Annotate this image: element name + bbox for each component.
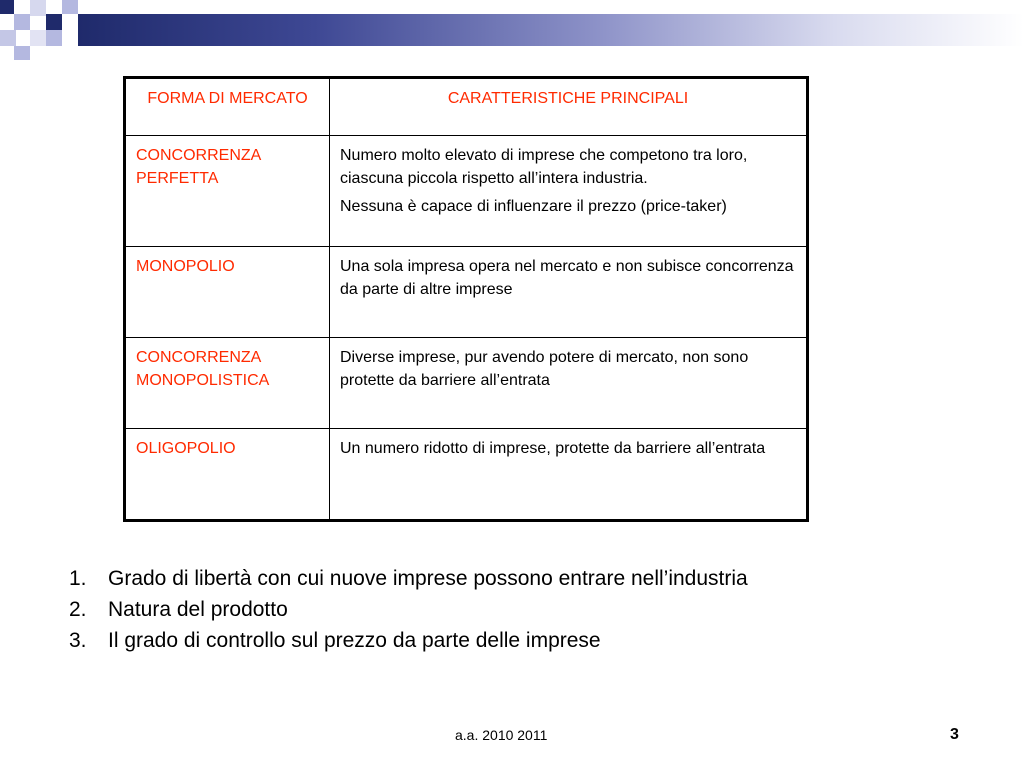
list-text: Natura del prodotto xyxy=(108,598,288,621)
list-text: Grado di libertà con cui nuove imprese possono entrare nell’industria xyxy=(108,567,748,590)
list-number: 3. xyxy=(69,629,87,652)
market-form-cell: OLIGOPOLIO xyxy=(125,429,330,521)
header-decoration xyxy=(0,0,1024,60)
deco-square xyxy=(62,0,78,14)
header-main-features: CARATTERISTICHE PRINCIPALI xyxy=(330,78,808,136)
features-cell xyxy=(330,429,808,521)
list-text: Il grado di controllo sul prezzo da parte delle imprese xyxy=(108,629,601,652)
deco-gradient-band xyxy=(78,14,1024,46)
deco-square xyxy=(30,0,46,16)
feature-text: Diverse imprese, pur avendo potere di mercato, non sono protette da barriere all’entrata xyxy=(340,349,749,389)
table-row xyxy=(125,247,808,338)
market-form-cell: CONCORRENZA PERFETTA xyxy=(125,136,330,247)
list-item xyxy=(65,625,748,656)
market-forms-table xyxy=(123,76,809,522)
feature-text: Nessuna è capace di influenzare il prezzo (price-taker) xyxy=(340,198,727,215)
features-cell xyxy=(330,136,808,247)
feature-text: Una sola impresa opera nel mercato e non subisce concorrenza da parte di altre imprese xyxy=(340,258,794,298)
deco-square xyxy=(46,14,62,30)
table-row xyxy=(125,429,808,521)
page-number: 3 xyxy=(950,726,959,743)
list-item xyxy=(65,594,748,625)
list-item xyxy=(65,563,748,594)
footer-academic-year: a.a. 2010 2011 xyxy=(455,727,548,743)
table-header-row xyxy=(125,78,808,136)
market-form-cell: MONOPOLIO xyxy=(125,247,330,338)
deco-square xyxy=(14,46,30,60)
feature-text: Un numero ridotto di imprese, protette da barriere all’entrata xyxy=(340,440,766,457)
deco-square xyxy=(0,0,14,14)
header-market-form: FORMA DI MERCATO xyxy=(125,78,330,136)
deco-square xyxy=(30,30,46,46)
market-form-cell: CONCORRENZA MONOPOLISTICA xyxy=(125,338,330,429)
deco-square xyxy=(46,30,62,46)
feature-text: Numero molto elevato di imprese che competono tra loro, ciascuna piccola rispetto all’intera industria. xyxy=(340,147,748,187)
features-cell xyxy=(330,338,808,429)
features-cell xyxy=(330,247,808,338)
table-row xyxy=(125,136,808,247)
deco-square xyxy=(0,30,16,46)
list-number: 1. xyxy=(69,567,87,590)
deco-square xyxy=(14,14,30,30)
criteria-list xyxy=(65,563,748,656)
table-row xyxy=(125,338,808,429)
list-number: 2. xyxy=(69,598,87,621)
